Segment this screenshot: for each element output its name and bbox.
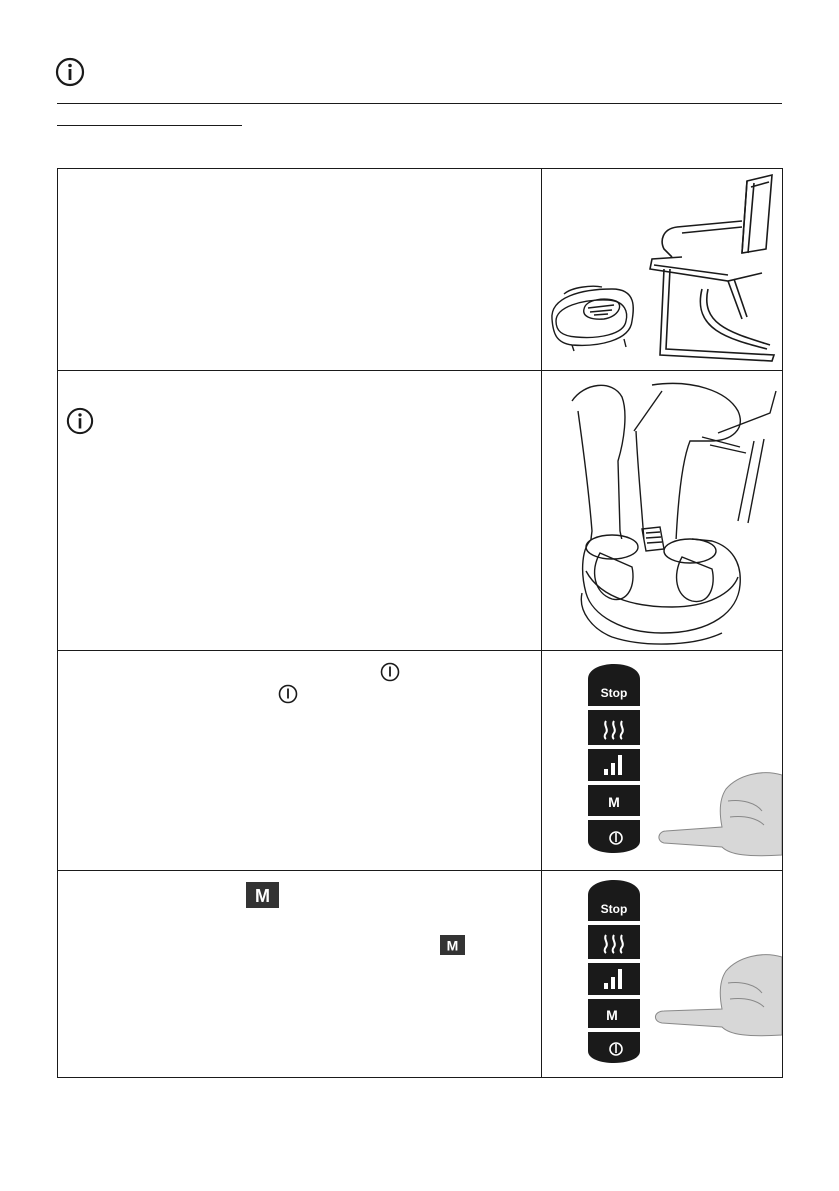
massager-beside-chair-illustration [542,169,782,369]
step-row-2 [58,371,783,651]
remote-press-power-illustration [542,651,782,869]
step-1-text-cell [58,169,542,371]
step-2-image-cell [542,371,783,651]
power-icon [278,684,298,704]
step-row-3 [58,651,783,871]
m-key-label: M [608,794,620,810]
header-rule [57,103,782,104]
mode-m-key-icon [440,935,465,955]
pressing-hand [655,955,782,1036]
step-4-image-cell [542,871,783,1078]
info-icon [66,407,94,435]
step-4-text-cell [58,871,542,1078]
step-2-text-cell [58,371,542,651]
step-row-1 [58,169,783,371]
stop-key-label: Stop [600,902,628,916]
feet-in-massager-illustration [542,371,782,649]
header-info-icon [55,57,85,87]
remote-press-mode-illustration [542,871,782,1076]
step-row-4 [58,871,783,1078]
step-3-image-cell [542,651,783,871]
step-3-text-cell [58,651,542,871]
m-key-label: M [606,1007,618,1023]
svg-text:M: M [255,886,270,906]
pressing-hand [659,773,782,856]
stop-key-label: Stop [600,686,628,700]
step-1-image-cell [542,169,783,371]
power-icon [380,662,400,682]
svg-text:M: M [446,937,459,954]
mode-m-key-icon [246,882,279,908]
section-underline [57,125,242,126]
instruction-table [57,168,783,1078]
